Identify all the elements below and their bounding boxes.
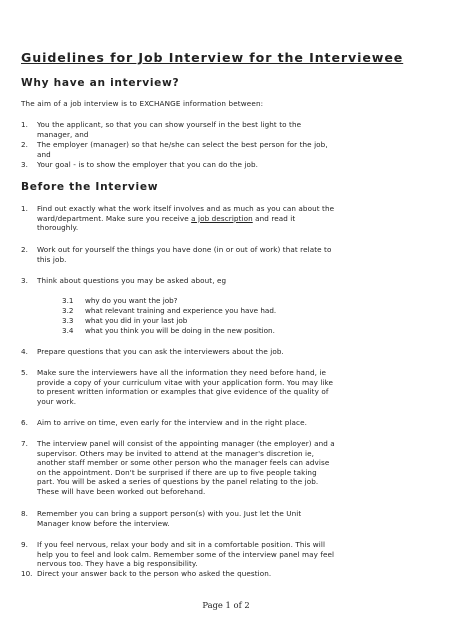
- text-line: Your goal - is to show the employer that you can do the job.: [37, 160, 259, 169]
- sub-item-number: 3.3: [62, 316, 74, 325]
- before-item-2-number: 2.: [21, 245, 28, 254]
- before-item-6-number: 6.: [21, 418, 28, 427]
- sub-item-text: what you did in your last job: [85, 316, 188, 325]
- heading-why-interview: Why have an interview?: [21, 77, 180, 89]
- before-item-1: [37, 204, 405, 233]
- text-line: The interview panel will consist of the appointing manager (the employer) and a: [37, 439, 335, 448]
- before-item-4: [37, 347, 405, 357]
- text-segment: ward/department. Make sure you receive: [37, 213, 192, 223]
- text-line: this job.: [37, 254, 67, 264]
- before-item-5-number: 5.: [21, 368, 28, 377]
- text-line: [37, 214, 405, 224]
- before-item-3-number: 3.: [21, 276, 28, 285]
- text-line: another staff member or some other person who the manager feels can advise: [37, 458, 330, 468]
- text-line: You the applicant, so that you can show yourself in the best light to the: [37, 120, 302, 129]
- text-line: help you to feel and look calm. Remember some of the interview panel may feel: [37, 549, 335, 559]
- before-item-7: [37, 439, 405, 497]
- text-line: on the appointment. Don't be surprised if there are up to five people taking: [37, 467, 317, 477]
- page-title: Guidelines for Job Interview for the Interviewee: [21, 50, 404, 65]
- why-item-1: [37, 120, 405, 139]
- why-item-3: [37, 160, 405, 170]
- text-line: Make sure the interviewers have all the information they need before hand, ie: [37, 368, 327, 377]
- before-item-1-number: 1.: [21, 204, 28, 213]
- before-item-8-number: 8.: [21, 509, 28, 518]
- text-line: These will have been worked out beforehand.: [37, 486, 206, 496]
- before-item-3: [37, 276, 405, 286]
- text-line: Work out for yourself the things you have done (in or out of work) that relate to: [37, 245, 332, 254]
- text-line: and: [37, 149, 51, 159]
- sub-item-text: what you think you will be doing in the new position.: [85, 326, 275, 335]
- text-line: Find out exactly what the work itself involves and as much as you can about the: [37, 204, 335, 213]
- why-item-1-number: 1.: [21, 120, 28, 129]
- text-line: Prepare questions that you can ask the interviewers about the job.: [37, 347, 284, 356]
- text-line: manager, and: [37, 129, 89, 139]
- text-line: If you feel nervous, relax your body and sit in a comfortable position. This will: [37, 540, 326, 549]
- before-item-9-number: 9.: [21, 540, 28, 549]
- text-line: Aim to arrive on time, even early for the interview and in the right place.: [37, 418, 307, 427]
- sub-item-number: 3.1: [62, 296, 74, 305]
- before-item-10-number: 10.: [21, 569, 33, 578]
- sub-item-text: why do you want the job?: [85, 296, 178, 305]
- heading-before-interview: Before the Interview: [21, 181, 159, 193]
- why-item-2: [37, 140, 405, 159]
- text-line: Remember you can bring a support person(s) with you. Just let the Unit: [37, 509, 302, 518]
- before-item-8: [37, 509, 405, 528]
- text-line: The employer (manager) so that he/she can select the best person for the job,: [37, 140, 328, 149]
- text-line: part. You will be asked a series of questions by the panel relating to the job.: [37, 477, 319, 487]
- text-segment: and read it: [252, 213, 296, 223]
- before-item-7-number: 7.: [21, 439, 28, 448]
- text-line: Manager know before the interview.: [37, 518, 170, 528]
- why-intro: The aim of a job interview is to EXCHANGE information between:: [21, 99, 264, 108]
- text-line: Direct your answer back to the person who asked the question.: [37, 569, 272, 578]
- text-line: nervous too. They have a big responsibility.: [37, 559, 198, 569]
- page-footer: Page 1 of 2: [202, 600, 250, 610]
- text-line: thoroughly.: [37, 223, 79, 233]
- text-line: Think about questions you may be asked about, eg: [37, 276, 227, 285]
- sub-item-text: what relevant training and experience you have had.: [85, 306, 277, 315]
- text-line: supervisor. Others may be invited to attend at the manager's discretion ie,: [37, 448, 315, 458]
- why-item-3-number: 3.: [21, 160, 28, 169]
- before-item-6: [37, 418, 405, 428]
- sub-item-number: 3.4: [62, 326, 74, 335]
- before-item-5: [37, 368, 405, 406]
- text-line: provide a copy of your curriculum vitae with your application form. You may like: [37, 377, 334, 387]
- before-item-2: [37, 245, 405, 264]
- before-item-10: [37, 569, 405, 579]
- sub-item-number: 3.2: [62, 306, 74, 315]
- why-item-2-number: 2.: [21, 140, 28, 149]
- text-line: to present written information or examples that give evidence of the quality of: [37, 387, 329, 397]
- job-description-link[interactable]: a job description: [191, 213, 253, 223]
- text-line: your work.: [37, 396, 77, 406]
- before-item-9: [37, 540, 405, 569]
- before-item-4-number: 4.: [21, 347, 28, 356]
